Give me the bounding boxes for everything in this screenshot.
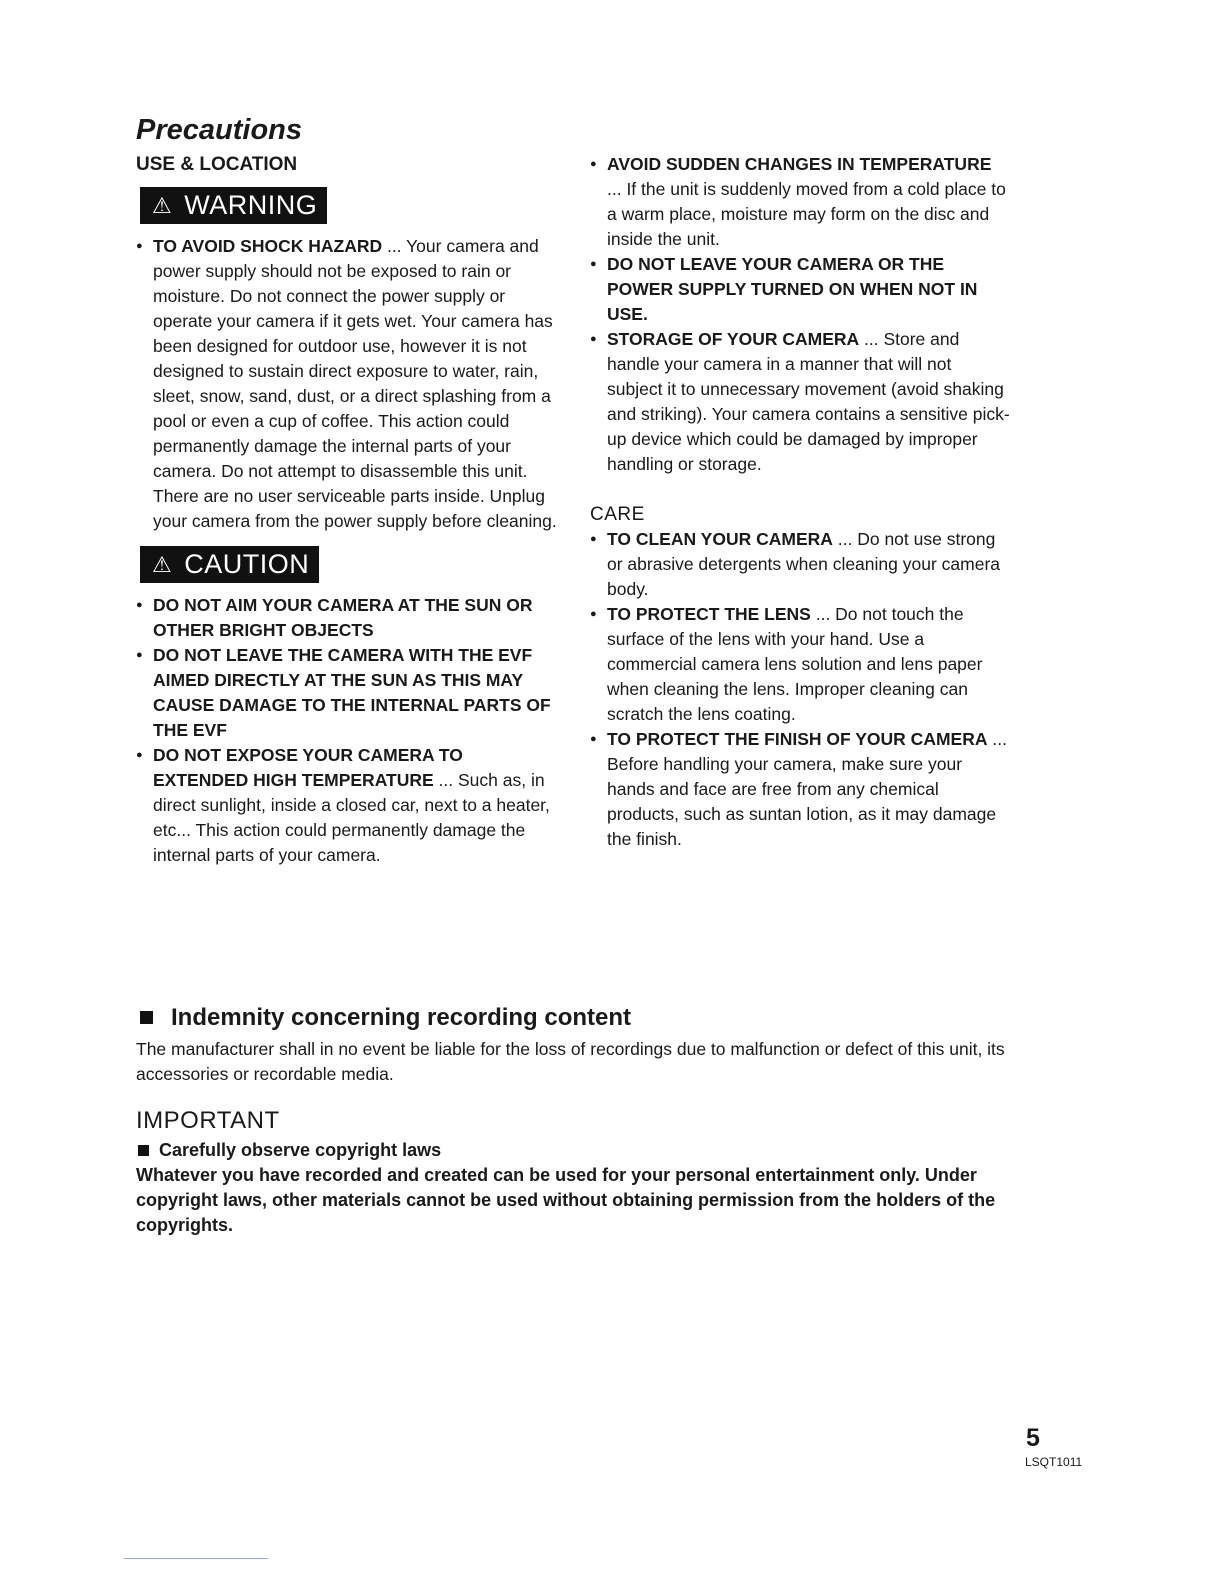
item-text: ... Do not touch the surface of the lens with your hand. Use a commercial camera lens solution and lens paper when cleaning the lens. Improper cleaning can scratch the lens coating. (607, 604, 983, 724)
warning-label: WARNING (184, 190, 318, 220)
use-location-heading: USE & LOCATION (136, 154, 298, 175)
indemnity-heading (136, 1003, 1016, 1033)
list-item (590, 152, 1010, 252)
list-item (590, 727, 1010, 852)
indemnity-text: The manufacturer shall in no event be liable for the loss of recordings due to malfunction or defect of this unit, its accessories or recordable media. (136, 1039, 1005, 1084)
square-bullet-icon (138, 1145, 149, 1156)
warning-banner (140, 187, 327, 224)
indemnity-section (136, 1003, 1016, 1087)
care-heading: CARE (590, 504, 645, 525)
warning-list (136, 234, 561, 534)
caution-triangle-icon: ⚠ (152, 552, 173, 577)
item-text: ... Do not use strong or abrasive detergents when cleaning your camera body. (607, 529, 1000, 599)
item-title: TO CLEAN YOUR CAMERA (607, 529, 833, 549)
document-code: LSQT1011 (1025, 1455, 1083, 1469)
location-more-list (590, 152, 1010, 477)
list-item (136, 234, 561, 534)
important-subheading (136, 1138, 1016, 1163)
list-item (590, 527, 1010, 602)
caution-list (136, 593, 561, 868)
item-title: TO PROTECT THE LENS (607, 604, 811, 624)
important-section (136, 1106, 1016, 1238)
item-title: DO NOT AIM YOUR CAMERA AT THE SUN OR OTHER BRIGHT OBJECTS (153, 595, 533, 640)
left-column (136, 152, 561, 868)
list-item (136, 593, 561, 643)
item-text: ... Store and handle your camera in a manner that will not subject it to unnecessary movement (avoid shaking and striking). Your camera contains a sensitive pick-up device which could be damaged by improper handling or storage. (607, 329, 1010, 474)
list-item (136, 743, 561, 868)
item-title: DO NOT LEAVE THE CAMERA WITH THE EVF AIMED DIRECTLY AT THE SUN AS THIS MAY CAUSE DAMAGE TO THE INTERNAL PARTS OF THE EVF (153, 645, 551, 740)
care-list (590, 527, 1010, 852)
right-column (590, 152, 1010, 852)
item-title: TO PROTECT THE FINISH OF YOUR CAMERA (607, 729, 988, 749)
caution-label: CAUTION (184, 549, 310, 579)
item-title: TO AVOID SHOCK HAZARD (153, 236, 383, 256)
page-title: Precautions (136, 114, 302, 146)
caution-banner (140, 546, 319, 583)
item-title: STORAGE OF YOUR CAMERA (607, 329, 860, 349)
page-number: 5 (1026, 1424, 1040, 1452)
important-text: Whatever you have recorded and created can be used for your personal entertainment only. Under copyright laws, other materials cannot be used without obtaining permission from the holders of the copyrights. (136, 1165, 996, 1235)
list-item (590, 252, 1010, 327)
warning-triangle-icon: ⚠ (152, 193, 173, 218)
list-item (590, 327, 1010, 477)
important-heading: IMPORTANT (136, 1107, 280, 1134)
item-title: DO NOT LEAVE YOUR CAMERA OR THE POWER SUPPLY TURNED ON WHEN NOT IN USE. (607, 254, 978, 324)
item-text: ... If the unit is suddenly moved from a cold place to a warm place, moisture may form on the disc and inside the unit. (607, 179, 1006, 249)
important-subheading-text: Carefully observe copyright laws (159, 1140, 442, 1160)
list-item (136, 643, 561, 743)
square-bullet-icon (140, 1011, 153, 1024)
list-item (590, 602, 1010, 727)
footnote-rule (124, 1558, 268, 1559)
item-title: DO NOT EXPOSE YOUR CAMERA TO EXTENDED HIGH TEMPERATURE (153, 745, 463, 790)
item-text: ... Such as, in direct sunlight, inside a closed car, next to a heater, etc... This action could permanently damage the internal parts of your camera. (153, 770, 550, 865)
item-text: ... Your camera and power supply should not be exposed to rain or moisture. Do not connect the power supply or operate your camera if it gets wet. Your camera has been designed for outdoor use, however it is not designed to sustain direct exposure to water, rain, sleet, snow, sand, dust, or a direct splashing from a pool or even a cup of coffee. This action could permanently damage the internal parts of your camera. Do not attempt to disassemble this unit. There are no user serviceable parts inside. Unplug your camera from the power supply before cleaning. (153, 236, 557, 531)
item-title: AVOID SUDDEN CHANGES IN TEMPERATURE (607, 154, 992, 174)
indemnity-heading-text: Indemnity concerning recording content (171, 1004, 632, 1031)
item-text: ... Before handling your camera, make sure your hands and face are free from any chemical products, such as suntan lotion, as it may damage the finish. (607, 729, 1007, 849)
